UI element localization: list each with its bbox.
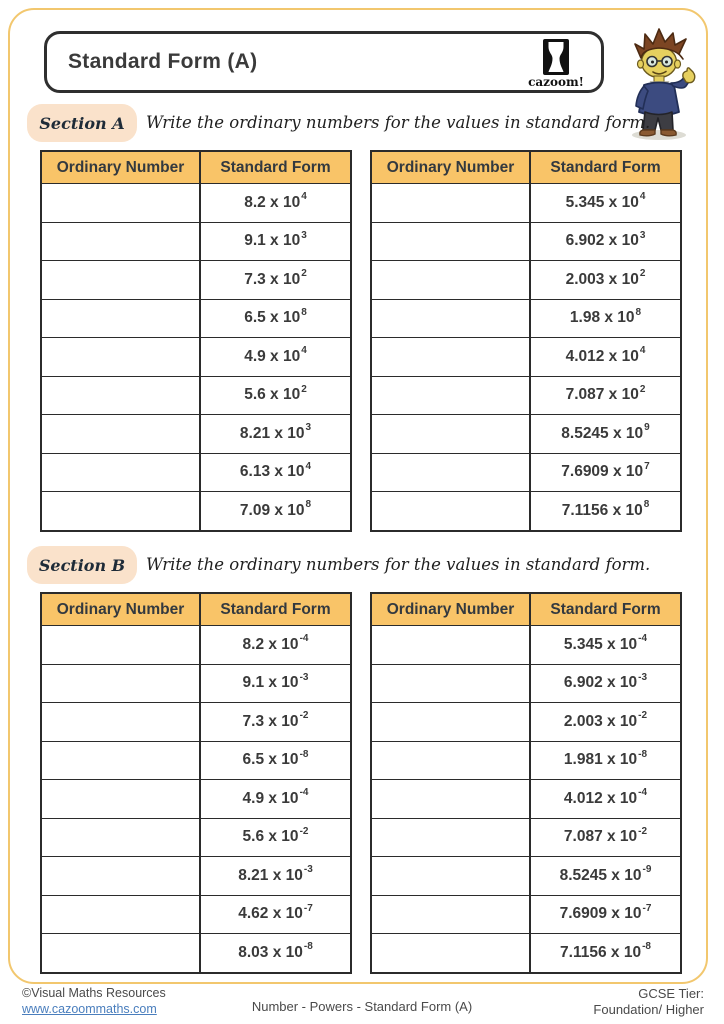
section-b-label: Section B (38, 555, 126, 575)
ordinary-number-answer-cell (372, 896, 529, 934)
ordinary-number-answer-cell (42, 261, 199, 299)
ordinary-number-answer-cell (372, 934, 529, 972)
column-header: Standard Form (529, 152, 680, 183)
standard-form-value: 6.902 x 10 $^{-3}$ (529, 665, 680, 703)
table-row (42, 376, 350, 415)
table-row (372, 895, 680, 934)
table-row (42, 183, 350, 222)
column-header: Ordinary Number (372, 594, 529, 625)
standard-form-value: 8.2 x 10 $^4$ (199, 184, 350, 222)
table-row (372, 702, 680, 741)
table-row (372, 856, 680, 895)
ordinary-number-answer-cell (42, 300, 199, 338)
table-row (372, 376, 680, 415)
table-row (42, 337, 350, 376)
ordinary-number-answer-cell (42, 454, 199, 492)
table-row (42, 625, 350, 664)
column-header: Standard Form (199, 594, 350, 625)
ordinary-number-answer-cell (372, 819, 529, 857)
table-row (42, 856, 350, 895)
standard-form-value: 5.6 x 10 $^2$ (199, 377, 350, 415)
standard-form-value: 2.003 x 10 $^2$ (529, 261, 680, 299)
ordinary-number-answer-cell (372, 742, 529, 780)
ordinary-number-answer-cell (42, 819, 199, 857)
table-row (42, 222, 350, 261)
standard-form-value: 8.5245 x 10 $^9$ (529, 415, 680, 453)
ordinary-number-answer-cell (42, 896, 199, 934)
ordinary-number-answer-cell (42, 492, 199, 530)
standard-form-value: 7.09 x 10 $^8$ (199, 492, 350, 530)
tier-value: Foundation/ Higher (593, 1002, 704, 1018)
table-header-row (372, 152, 680, 183)
section-a-table-left (40, 150, 352, 532)
standard-form-value: 7.1156 x 10 $^8$ (529, 492, 680, 530)
standard-form-value: 8.03 x 10 $^{-8}$ (199, 934, 350, 972)
section-b-label-pill (27, 546, 137, 584)
standard-form-value: 8.21 x 10 $^{-3}$ (199, 857, 350, 895)
ordinary-number-answer-cell (372, 626, 529, 664)
table-row (372, 260, 680, 299)
table-row (42, 933, 350, 972)
standard-form-value: 4.62 x 10 $^{-7}$ (199, 896, 350, 934)
ordinary-number-answer-cell (42, 626, 199, 664)
table-row (42, 895, 350, 934)
standard-form-value: 4.012 x 10 $^{-4}$ (529, 780, 680, 818)
table-row (372, 414, 680, 453)
ordinary-number-answer-cell (372, 338, 529, 376)
ordinary-number-answer-cell (372, 261, 529, 299)
ordinary-number-answer-cell (42, 703, 199, 741)
standard-form-value: 4.9 x 10 $^{-4}$ (199, 780, 350, 818)
ordinary-number-answer-cell (42, 415, 199, 453)
ordinary-number-answer-cell (372, 300, 529, 338)
standard-form-value: 9.1 x 10 $^3$ (199, 223, 350, 261)
column-header: Ordinary Number (42, 594, 199, 625)
table-row (42, 299, 350, 338)
table-row (372, 183, 680, 222)
ordinary-number-answer-cell (42, 377, 199, 415)
ordinary-number-answer-cell (372, 377, 529, 415)
table-header-row (42, 152, 350, 183)
table-row (372, 222, 680, 261)
table-row (372, 453, 680, 492)
standard-form-value: 1.981 x 10 $^{-8}$ (529, 742, 680, 780)
ordinary-number-answer-cell (372, 492, 529, 530)
table-row (372, 491, 680, 530)
table-row (372, 664, 680, 703)
standard-form-value: 7.087 x 10 $^2$ (529, 377, 680, 415)
table-row (42, 414, 350, 453)
footer-topic: Number - Powers - Standard Form (A) (251, 999, 473, 1014)
section-a-label: Section A (39, 113, 125, 133)
table-row (42, 741, 350, 780)
standard-form-value: 7.087 x 10 $^{-2}$ (529, 819, 680, 857)
table-row (372, 818, 680, 857)
table-row (372, 779, 680, 818)
ordinary-number-answer-cell (372, 454, 529, 492)
standard-form-value: 1.98 x 10 $^8$ (529, 300, 680, 338)
table-row (372, 337, 680, 376)
column-header: Standard Form (199, 152, 350, 183)
standard-form-value: 7.1156 x 10 $^{-8}$ (529, 934, 680, 972)
standard-form-value: 8.5245 x 10 $^{-9}$ (529, 857, 680, 895)
cazoom-logo-text: cazoom! (528, 75, 584, 89)
ordinary-number-answer-cell (372, 184, 529, 222)
standard-form-value: 5.6 x 10 $^{-2}$ (199, 819, 350, 857)
page-title: Standard Form (A) (68, 50, 258, 73)
standard-form-value: 4.9 x 10 $^4$ (199, 338, 350, 376)
table-row (372, 625, 680, 664)
column-header: Ordinary Number (372, 152, 529, 183)
ordinary-number-answer-cell (42, 223, 199, 261)
copyright-text: ©Visual Maths Resources (22, 986, 166, 1000)
standard-form-value: 7.6909 x 10 $^{-7}$ (529, 896, 680, 934)
standard-form-value: 6.5 x 10 $^8$ (199, 300, 350, 338)
hourglass-goblet-icon (523, 39, 589, 75)
table-header-row (42, 594, 350, 625)
standard-form-value: 7.3 x 10 $^2$ (199, 261, 350, 299)
ordinary-number-answer-cell (372, 857, 529, 895)
section-a-table-right (370, 150, 682, 532)
standard-form-value: 9.1 x 10 $^{-3}$ (199, 665, 350, 703)
standard-form-value: 8.21 x 10 $^3$ (199, 415, 350, 453)
ordinary-number-answer-cell (372, 223, 529, 261)
table-row (42, 702, 350, 741)
table-header-row (372, 594, 680, 625)
table-row (372, 741, 680, 780)
section-b-instruction: Write the ordinary numbers for the values in standard form. (146, 555, 651, 574)
section-b-table-left (40, 592, 352, 974)
ordinary-number-answer-cell (42, 780, 199, 818)
standard-form-value: 5.345 x 10 $^4$ (529, 184, 680, 222)
table-row (42, 779, 350, 818)
footer-tier (593, 986, 704, 1019)
tier-label: GCSE Tier: (638, 986, 704, 1001)
table-row (42, 453, 350, 492)
ordinary-number-answer-cell (372, 665, 529, 703)
ordinary-number-answer-cell (372, 415, 529, 453)
section-a-label-pill (27, 104, 137, 142)
cazoom-logo (523, 39, 589, 88)
standard-form-value: 8.2 x 10 $^{-4}$ (199, 626, 350, 664)
ordinary-number-answer-cell (42, 857, 199, 895)
standard-form-value: 4.012 x 10 $^4$ (529, 338, 680, 376)
table-row (372, 299, 680, 338)
ordinary-number-answer-cell (42, 184, 199, 222)
standard-form-value: 5.345 x 10 $^{-4}$ (529, 626, 680, 664)
column-header: Standard Form (529, 594, 680, 625)
standard-form-value: 7.6909 x 10 $^7$ (529, 454, 680, 492)
column-header: Ordinary Number (42, 152, 199, 183)
standard-form-value: 6.13 x 10 $^4$ (199, 454, 350, 492)
table-row (42, 491, 350, 530)
standard-form-value: 2.003 x 10 $^{-2}$ (529, 703, 680, 741)
ordinary-number-answer-cell (42, 665, 199, 703)
title-box (44, 31, 604, 93)
table-row (372, 933, 680, 972)
table-row (42, 818, 350, 857)
table-row (42, 664, 350, 703)
standard-form-value: 6.5 x 10 $^{-8}$ (199, 742, 350, 780)
ordinary-number-answer-cell (42, 934, 199, 972)
section-a-instruction: Write the ordinary numbers for the values in standard form. (146, 113, 651, 132)
table-row (42, 260, 350, 299)
website-link[interactable]: www.cazoommaths.com (22, 1001, 157, 1016)
standard-form-value: 6.902 x 10 $^3$ (529, 223, 680, 261)
ordinary-number-answer-cell (372, 703, 529, 741)
ordinary-number-answer-cell (372, 780, 529, 818)
ordinary-number-answer-cell (42, 338, 199, 376)
section-b-table-right (370, 592, 682, 974)
standard-form-value: 7.3 x 10 $^{-2}$ (199, 703, 350, 741)
ordinary-number-answer-cell (42, 742, 199, 780)
